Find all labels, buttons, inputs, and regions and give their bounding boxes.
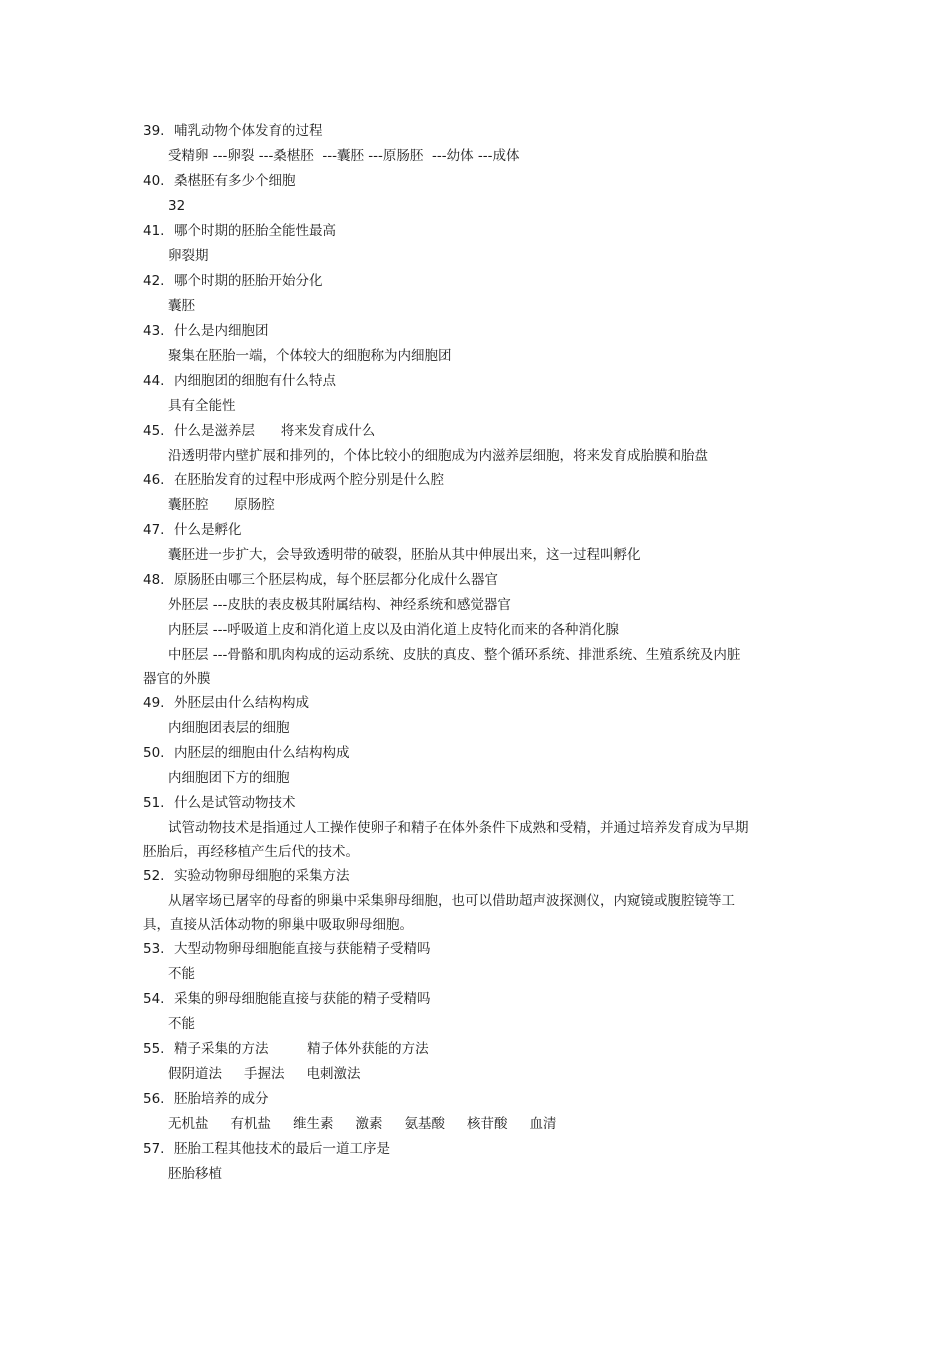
question-number: 55.	[143, 1041, 165, 1057]
question-text: 采集的卵母细胞能直接与获能的精子受精吗	[174, 991, 431, 1007]
question-number: 42.	[143, 273, 165, 289]
qa-item	[143, 369, 753, 419]
question-text: 胚胎工程其他技术的最后一道工序是	[174, 1141, 390, 1157]
question-number: 46.	[143, 472, 165, 488]
question-text: 哪个时期的胚胎开始分化	[174, 273, 323, 289]
answer-term: 激素	[355, 1116, 383, 1132]
question-text: 胚胎培养的成分	[174, 1091, 269, 1107]
question-text: 在胚胎发育的过程中形成两个腔分别是什么腔	[174, 472, 444, 488]
question-text: 内胚层的细胞由什么结构构成	[174, 745, 350, 761]
question-line	[143, 468, 753, 493]
qa-item	[143, 419, 753, 468]
qa-item	[143, 518, 753, 568]
answer-line: 外胚层 ---皮肤的表皮极其附属结构、神经系统和感觉器官	[168, 597, 511, 613]
answer-line: 卵裂期	[168, 248, 209, 264]
qa-item	[143, 1037, 753, 1087]
question-text: 什么是滋养层 将来发育成什么	[174, 423, 376, 439]
question-line	[143, 987, 753, 1012]
answer-term: 氨基酸	[404, 1116, 445, 1132]
qa-item	[143, 568, 753, 691]
question-line	[143, 741, 753, 766]
question-text: 实验动物卵母细胞的采集方法	[174, 868, 350, 884]
answer-term: 无机盐	[168, 1116, 209, 1132]
question-text: 哺乳动物个体发育的过程	[174, 123, 323, 139]
answer-line: 囊胚进一步扩大，会导致透明带的破裂，胚胎从其中伸展出来，这一过程叫孵化	[168, 547, 641, 563]
question-line	[143, 691, 753, 716]
question-line	[143, 219, 753, 244]
answer-line: 内胚层 ---呼吸道上皮和消化道上皮以及由消化道上皮特化而来的各种消化腺	[168, 622, 619, 638]
qa-item	[143, 864, 753, 937]
question-number: 49.	[143, 695, 165, 711]
question-line	[143, 369, 753, 394]
answer-term: 手握法	[244, 1066, 285, 1082]
question-text: 原肠胚由哪三个胚层构成，每个胚层都分化成什么器官	[174, 572, 498, 588]
question-number: 53.	[143, 941, 165, 957]
question-number: 48.	[143, 572, 165, 588]
question-number: 52.	[143, 868, 165, 884]
question-number: 44.	[143, 373, 165, 389]
question-text: 大型动物卵母细胞能直接与获能精子受精吗	[174, 941, 431, 957]
question-line	[143, 1087, 753, 1112]
answer-paragraph: 沿透明带内壁扩展和排列的，个体比较小的细胞成为内滋养层细胞，将来发育成胎膜和胎盘	[168, 448, 708, 464]
qa-item	[143, 169, 753, 219]
question-line	[143, 419, 753, 444]
qa-item	[143, 741, 753, 791]
question-line	[143, 319, 753, 344]
question-text: 内细胞团的细胞有什么特点	[174, 373, 336, 389]
question-line	[143, 864, 753, 889]
question-line	[143, 119, 753, 144]
qa-item	[143, 219, 753, 269]
question-number: 40.	[143, 173, 165, 189]
answer-line: 32	[168, 198, 186, 214]
question-line	[143, 937, 753, 962]
answer-line: 囊胚	[168, 298, 195, 314]
question-text: 外胚层由什么结构构成	[174, 695, 309, 711]
question-text: 什么是孵化	[174, 522, 242, 538]
answer-line: 内细胞团下方的细胞	[168, 770, 290, 786]
question-number: 41.	[143, 223, 165, 239]
question-number: 45.	[143, 423, 165, 439]
qa-item	[143, 1087, 753, 1137]
qa-item	[143, 987, 753, 1037]
question-line	[143, 269, 753, 294]
question-line	[143, 791, 753, 816]
qa-item	[143, 119, 753, 169]
answer-term: 核苷酸	[467, 1116, 508, 1132]
answer-paragraph: 从屠宰场已屠宰的母畜的卵巢中采集卵母细胞，也可以借助超声波探测仪，内窥镜或腹腔镜等工具，直接从活体动物的卵巢中吸取卵母细胞。	[143, 893, 735, 933]
answer-term: 电刺激法	[306, 1066, 361, 1082]
question-number: 51.	[143, 795, 165, 811]
qa-item	[143, 691, 753, 741]
answer-line: 囊胚腔 原肠腔	[168, 497, 275, 513]
answer-line: 内细胞团表层的细胞	[168, 720, 290, 736]
question-number: 47.	[143, 522, 165, 538]
answer-line: 不能	[168, 1016, 195, 1032]
question-text: 哪个时期的胚胎全能性最高	[174, 223, 336, 239]
answer-term: 维生素	[293, 1116, 334, 1132]
qa-item	[143, 468, 753, 518]
answer-line: 不能	[168, 966, 195, 982]
question-number: 57.	[143, 1141, 165, 1157]
question-number: 39.	[143, 123, 165, 139]
question-line	[143, 568, 753, 593]
qa-item	[143, 937, 753, 987]
answer-line	[143, 1112, 753, 1137]
answer-line: 受精卵 ---卵裂 ---桑椹胚 ---囊胚 ---原肠胚 ---幼体 ---成体	[168, 148, 520, 164]
question-text: 什么是内细胞团	[174, 323, 269, 339]
answer-paragraph: 试管动物技术是指通过人工操作使卵子和精子在体外条件下成熟和受精，并通过培养发育成为早期胚胎后，再经移植产生后代的技术。	[143, 820, 749, 860]
answer-line	[143, 1062, 753, 1087]
question-text: 什么是试管动物技术	[174, 795, 296, 811]
answer-paragraph: 中胚层 ---骨骼和肌肉构成的运动系统、皮肤的真皮、整个循环系统、排泄系统、生殖系统及内脏器官的外膜	[143, 647, 741, 687]
qa-item	[143, 319, 753, 369]
answer-term: 假阴道法	[168, 1066, 222, 1082]
question-text: 桑椹胚有多少个细胞	[174, 173, 296, 189]
qa-item	[143, 269, 753, 319]
question-line	[143, 1137, 753, 1162]
question-line	[143, 169, 753, 194]
question-number: 43.	[143, 323, 165, 339]
question-line	[143, 518, 753, 543]
document-page	[143, 119, 753, 1187]
question-number: 50.	[143, 745, 165, 761]
answer-term: 有机盐	[230, 1116, 271, 1132]
question-number: 56.	[143, 1091, 165, 1107]
question-line	[143, 1037, 753, 1062]
question-number: 54.	[143, 991, 165, 1007]
qa-item	[143, 791, 753, 864]
answer-line: 聚集在胚胎一端，个体较大的细胞称为内细胞团	[168, 348, 452, 364]
qa-item	[143, 1137, 753, 1187]
answer-term: 血清	[529, 1116, 557, 1132]
answer-line: 胚胎移植	[168, 1166, 222, 1182]
question-text: 精子采集的方法 精子体外获能的方法	[174, 1041, 429, 1057]
answer-line: 具有全能性	[168, 398, 236, 414]
